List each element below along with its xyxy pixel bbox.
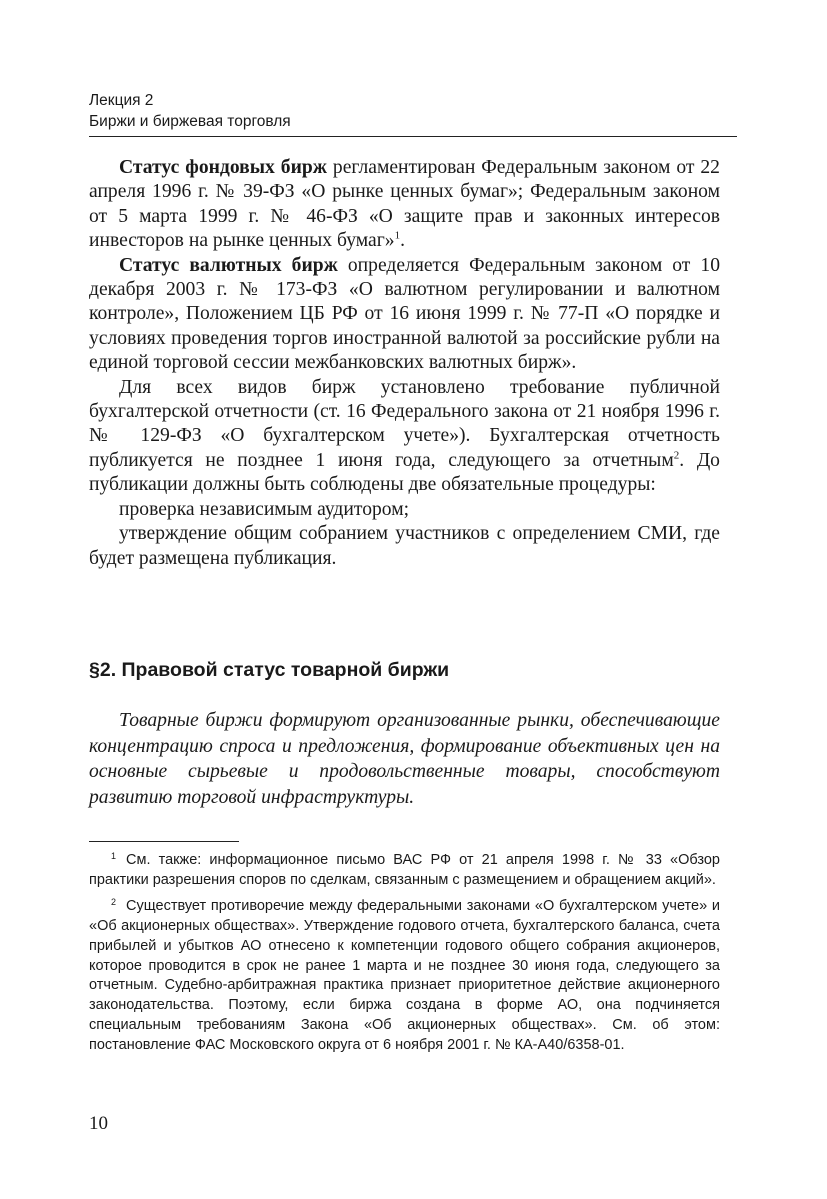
paragraph-reporting — [89, 376, 720, 498]
paragraph-currency-exchanges — [89, 254, 720, 376]
paragraph-text: определяется Федеральным законом от 10 декабря 2003 г. № 173-ФЗ «О валютном регулировании и валютном контроле», Положением ЦБ РФ от 16 июня 1999 г. № 77-П «О порядке и условиях проведения торгов иностранной валютой за российские рубли на единой торговой сессии межбанковских валютных бирж». — [89, 254, 720, 374]
footnote-ref-1: 1 — [394, 229, 401, 242]
paragraph-text: регламентирован Федеральным законом от 22 апреля 1996 г. № 39-ФЗ «О рынке ценных бумаг»; Федеральным законом от 5 марта 1999 г. № 46-ФЗ «О защите прав и законных интересов инвесторов на рынке ценных бумаг» — [89, 157, 720, 252]
running-head-topic: Биржи и биржевая торговля — [89, 113, 291, 130]
paragraph-text: Для всех видов бирж установлено требование публичной бухгалтерской отчетности (ст. 16 Федерального закона от 21 ноября 1996 г. № 129-ФЗ «О бухгалтерском учете»). Бухгалтерская отчетность публикуется не позднее 1 июня года, следующего за отчетным — [89, 376, 720, 471]
lead-paragraph: Товарные биржи формируют организованные рынки, обеспечивающие концентрацию спроса и предложения, формирование объективных цен на основные сырьевые и продовольственные товары, способствуют развитию торговой инфраструктуры. — [89, 710, 720, 808]
footnotes — [89, 851, 720, 1056]
footnote-2 — [89, 897, 720, 1056]
term-stock-exchanges: Статус фондовых бирж — [119, 157, 327, 178]
procedure-approval: утверждение общим собранием участников с определением СМИ, где будет размещена публикация. — [89, 523, 720, 569]
footnote-mark: 1 — [111, 851, 117, 861]
running-head-lecture: Лекция 2 — [89, 92, 154, 109]
running-head — [89, 90, 737, 132]
paragraph-end: . — [400, 230, 405, 252]
paragraph-stock-exchanges — [89, 156, 720, 254]
footnote-1 — [89, 851, 720, 891]
footnote-text: Существует противоречие между федеральными законами «О бухгалтерском учете» и «Об акционерных обществах». Утверждение годового отчета, бухгалтерского баланса, счета прибылей и убытков АО отнесено к компетенции годового общего собрания акционеров, которое проводится в срок не ранее 1 марта и не позднее 30 июня года, следующего за отчетным. Судебно-арбитражная практика признает приоритетное действие акционерного законодательства. Поэтому, если биржа создана в форме АО, она подчиняется специальным требованиям Закона «Об акционерных обществах». См. об этом: постановление ФАС Московского округа от 6 ноября 2001 г. № КА-А40/6358-01. — [89, 897, 720, 1054]
section-title: §2. Правовой статус товарной биржи — [89, 659, 450, 681]
body-text — [89, 156, 720, 571]
footnote-text: См. также: информационное письмо ВАС РФ от 21 апреля 1998 г. № 33 «Обзор практики разрешения споров по сделкам, связанным с размещением и обращением акций». — [89, 852, 720, 888]
footnote-mark: 2 — [111, 896, 117, 907]
footnote-rule — [89, 841, 239, 842]
term-currency-exchanges: Статус валютных бирж — [119, 254, 338, 276]
paragraph-end: . До публикации должны быть соблюдены две обязательные процедуры: — [89, 449, 720, 496]
procedure-audit: проверка независимым аудитором; — [119, 498, 410, 520]
section-lead — [89, 708, 720, 810]
header-rule — [89, 136, 737, 137]
footnote-ref-2: 2 — [673, 449, 680, 462]
page-number: 10 — [89, 1113, 108, 1134]
